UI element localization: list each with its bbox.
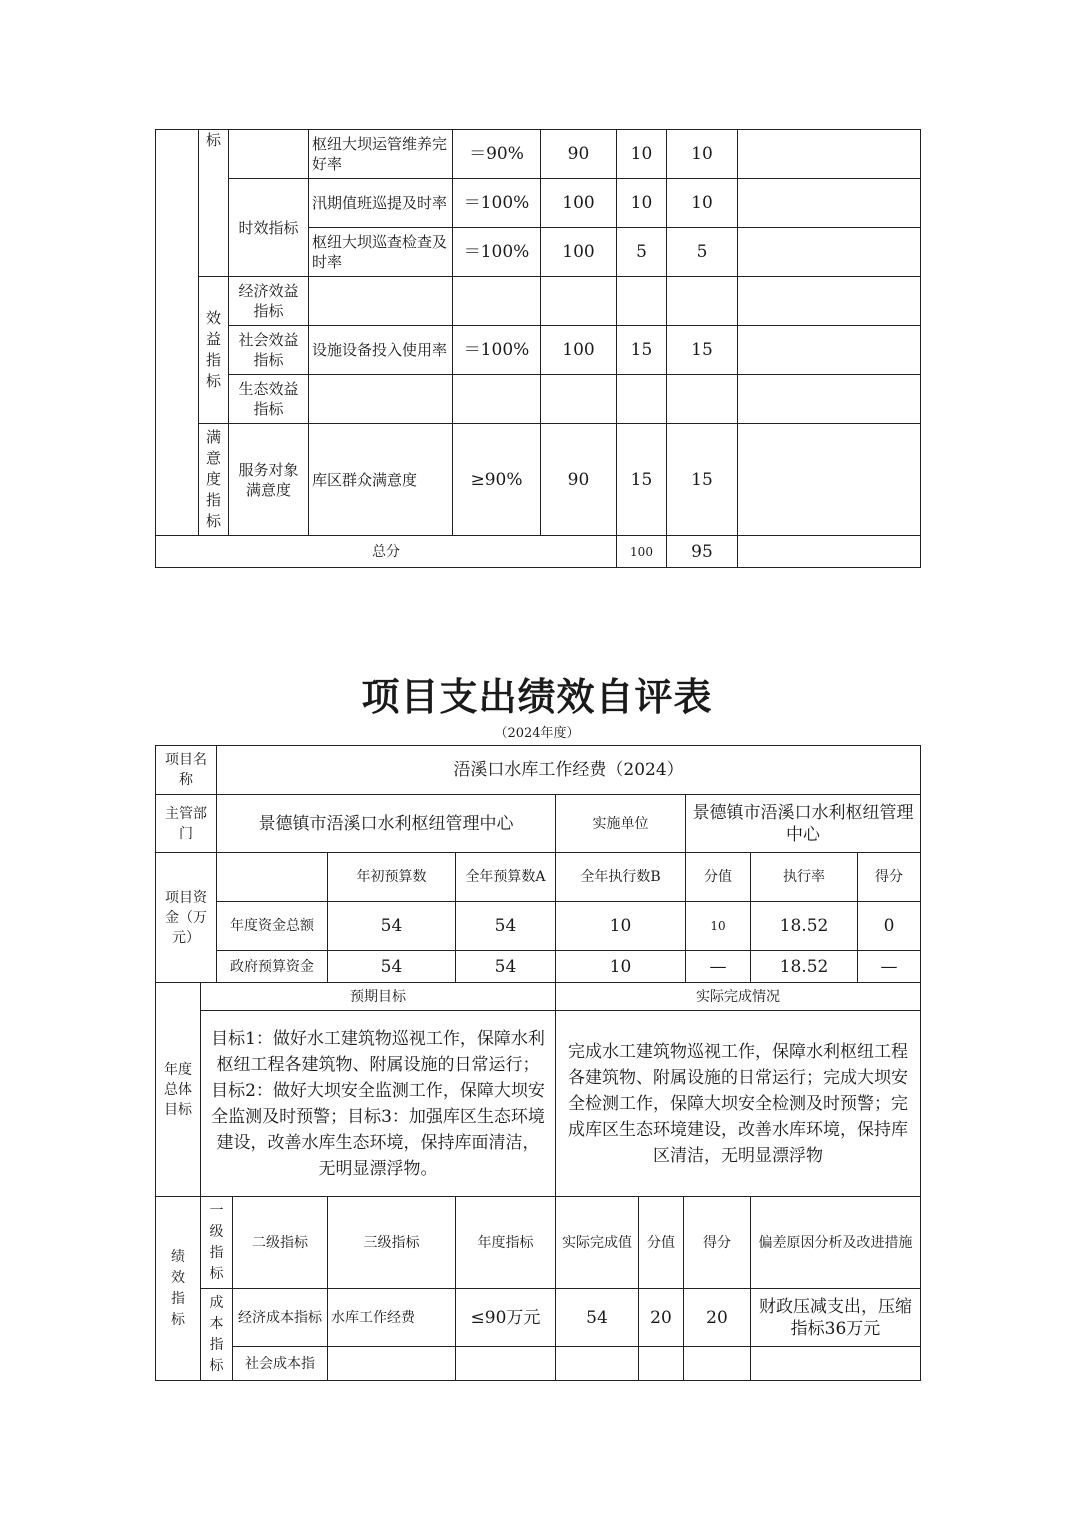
score-value: 10 — [686, 902, 751, 951]
goals-label: 年度总体目标 — [156, 983, 201, 1197]
funds-header: 执行率 — [751, 853, 858, 902]
funds-row-name: 年度资金总额 — [217, 902, 328, 951]
actual-cell: 54 — [556, 1289, 639, 1347]
level1-cell: 标 — [199, 130, 229, 277]
table-row — [156, 375, 921, 424]
expected-goal-header: 预期目标 — [201, 983, 556, 1011]
score-value-cell: 5 — [617, 228, 667, 277]
indicators-table — [155, 1196, 921, 1381]
remark-cell — [738, 424, 921, 536]
level2-cell: 社会成本指 — [233, 1347, 328, 1381]
total-row — [156, 536, 921, 568]
funds-header: 分值 — [686, 853, 751, 902]
form-title: 项目支出绩效自评表 — [361, 675, 713, 719]
remark-cell — [738, 326, 921, 375]
table-row — [156, 1347, 921, 1381]
annual-budget-a: 54 — [456, 951, 556, 983]
funds-header: 全年预算数A — [456, 853, 556, 902]
header-level1-text: 一级指标 — [209, 1202, 224, 1282]
performance-table-continued — [155, 129, 921, 568]
level3-cell — [328, 1347, 456, 1381]
header-actual: 实际完成值 — [556, 1197, 639, 1289]
score-value-cell: 20 — [639, 1289, 684, 1347]
level3-cell: 枢纽大坝运管维养完好率 — [309, 130, 453, 179]
actual-cell — [556, 1347, 639, 1381]
dept-value: 景德镇市浯溪口水利枢纽管理中心 — [217, 795, 556, 853]
table-row — [156, 1289, 921, 1347]
level3-cell — [309, 375, 453, 424]
actual-cell: 90 — [541, 424, 617, 536]
dept-label: 主管部门 — [156, 795, 217, 853]
impl-label: 实施单位 — [556, 795, 686, 853]
level3-cell: 水库工作经费 — [328, 1289, 456, 1347]
score-value-cell — [617, 375, 667, 424]
actual-goal-text: 完成水工建筑物巡视工作，保障水利枢纽工程各建筑物、附属设施的日常运行；完成大坝安全检测工作，保障大坝安全检测及时预警；完成库区生态环境建设，改善水库环境，保持库区清洁，无明显漂浮物 — [556, 1011, 921, 1197]
funds-row — [156, 951, 921, 983]
actual-cell: 90 — [541, 130, 617, 179]
table-row — [156, 1011, 921, 1197]
actual-goal-header: 实际完成情况 — [556, 983, 921, 1011]
remark-cell — [738, 228, 921, 277]
actual-cell: 100 — [541, 179, 617, 228]
score-cell — [667, 375, 738, 424]
remark-cell — [738, 130, 921, 179]
execution-rate: 18.52 — [751, 902, 858, 951]
target-cell — [453, 277, 541, 326]
score-cell — [667, 277, 738, 326]
annual-budget-a: 54 — [456, 902, 556, 951]
score-cell: 10 — [667, 130, 738, 179]
remark-cell: 财政压减支出，压缩指标36万元 — [751, 1289, 921, 1347]
funds-header-row — [156, 853, 921, 902]
indicators-label-text: 绩效指标 — [170, 1248, 185, 1328]
header-target: 年度指标 — [456, 1197, 556, 1289]
benefit-level1-label: 效益指标 — [205, 309, 221, 390]
total-remark — [738, 536, 921, 568]
table-row — [156, 277, 921, 326]
target-cell — [456, 1347, 556, 1381]
remark-cell — [738, 179, 921, 228]
score-cell: 15 — [667, 424, 738, 536]
cost-level1-text: 成本指标 — [209, 1294, 224, 1374]
funds-label: 项目资金（万元） — [156, 853, 217, 983]
level3-cell: 库区群众满意度 — [309, 424, 453, 536]
table-row — [156, 746, 921, 795]
actual-cell: 100 — [541, 326, 617, 375]
table-row — [156, 326, 921, 375]
score-value-cell: 10 — [617, 179, 667, 228]
table-row — [156, 179, 921, 228]
funds-header: 年初预算数 — [328, 853, 456, 902]
header-level1 — [201, 1197, 233, 1289]
target-cell: ＝90% — [453, 130, 541, 179]
expected-goal-text: 目标1：做好水工建筑物巡视工作，保障水利枢纽工程各建筑物、附属设施的日常运行；目标2：做好大坝安全监测工作，保障大坝安全监测及时预警；目标3：加强库区生态环境建设，改善水库生态环境，保持库面清洁，无明显漂浮物。 — [201, 1011, 556, 1197]
remark-cell — [738, 375, 921, 424]
target-cell: ＝100% — [453, 179, 541, 228]
score-cell: 5 — [667, 228, 738, 277]
table-row — [156, 795, 921, 853]
score-value-cell — [639, 1347, 684, 1381]
target-cell: ≤90万元 — [456, 1289, 556, 1347]
score-value-cell: 10 — [617, 130, 667, 179]
score-cell: 15 — [667, 326, 738, 375]
score-cell: 20 — [684, 1289, 751, 1347]
goals-table — [155, 982, 921, 1197]
initial-budget: 54 — [328, 902, 456, 951]
level2-cell — [229, 130, 309, 179]
satisfaction-level1-label: 满意度指标 — [205, 428, 221, 530]
actual-cell — [541, 375, 617, 424]
level2-cell: 经济效益指标 — [229, 277, 309, 326]
level2-cell: 服务对象满意度 — [229, 424, 309, 536]
score-value: — — [686, 951, 751, 983]
funds-header: 得分 — [858, 853, 921, 902]
header-remark: 偏差原因分析及改进措施 — [751, 1197, 921, 1289]
execution-rate: 18.52 — [751, 951, 858, 983]
level2-cell: 经济成本指标 — [233, 1289, 328, 1347]
score: 0 — [858, 902, 921, 951]
score-cell: 10 — [667, 179, 738, 228]
score-value-cell: 15 — [617, 326, 667, 375]
form-subtitle: （2024年度） — [494, 726, 580, 741]
actual-cell — [541, 277, 617, 326]
cost-level1 — [201, 1289, 233, 1381]
table-row — [156, 130, 921, 179]
indicators-label — [156, 1197, 201, 1381]
table-row — [156, 424, 921, 536]
score-value-cell: 15 — [617, 424, 667, 536]
target-cell: ＝100% — [453, 228, 541, 277]
indicators-header-row — [156, 1197, 921, 1289]
remark-cell — [738, 277, 921, 326]
target-cell: ＝100% — [453, 326, 541, 375]
level3-cell: 汛期值班巡提及时率 — [309, 179, 453, 228]
project-info-table — [155, 745, 921, 983]
impl-value: 景德镇市浯溪口水利枢纽管理中心 — [686, 795, 921, 853]
remark-cell — [751, 1347, 921, 1381]
benefit-level1-cell — [199, 277, 229, 424]
funds-row — [156, 902, 921, 951]
executed-b: 10 — [556, 902, 686, 951]
level2-cell: 社会效益指标 — [229, 326, 309, 375]
header-score: 得分 — [684, 1197, 751, 1289]
level3-cell — [309, 277, 453, 326]
score-value-cell — [617, 277, 667, 326]
target-cell — [453, 375, 541, 424]
funds-header: 全年执行数B — [556, 853, 686, 902]
table-row — [156, 983, 921, 1011]
header-level2: 二级指标 — [233, 1197, 328, 1289]
score-cell — [684, 1347, 751, 1381]
project-name-label: 项目名称 — [156, 746, 217, 795]
funds-header — [217, 853, 328, 902]
executed-b: 10 — [556, 951, 686, 983]
initial-budget: 54 — [328, 951, 456, 983]
level2-cell: 时效指标 — [229, 179, 309, 277]
level2-cell: 生态效益指标 — [229, 375, 309, 424]
level3-cell: 枢纽大坝巡查检查及时率 — [309, 228, 453, 277]
level3-cell: 设施设备投入使用率 — [309, 326, 453, 375]
funds-row-name: 政府预算资金 — [217, 951, 328, 983]
total-score-value: 100 — [617, 536, 667, 568]
header-level3: 三级指标 — [328, 1197, 456, 1289]
project-name: 浯溪口水库工作经费（2024） — [217, 746, 921, 795]
satisfaction-level1-cell — [199, 424, 229, 536]
target-cell: ≥90% — [453, 424, 541, 536]
total-label: 总分 — [156, 536, 617, 568]
total-score: 95 — [667, 536, 738, 568]
header-score-value: 分值 — [639, 1197, 684, 1289]
score: — — [858, 951, 921, 983]
actual-cell: 100 — [541, 228, 617, 277]
blank-cell — [156, 130, 199, 536]
